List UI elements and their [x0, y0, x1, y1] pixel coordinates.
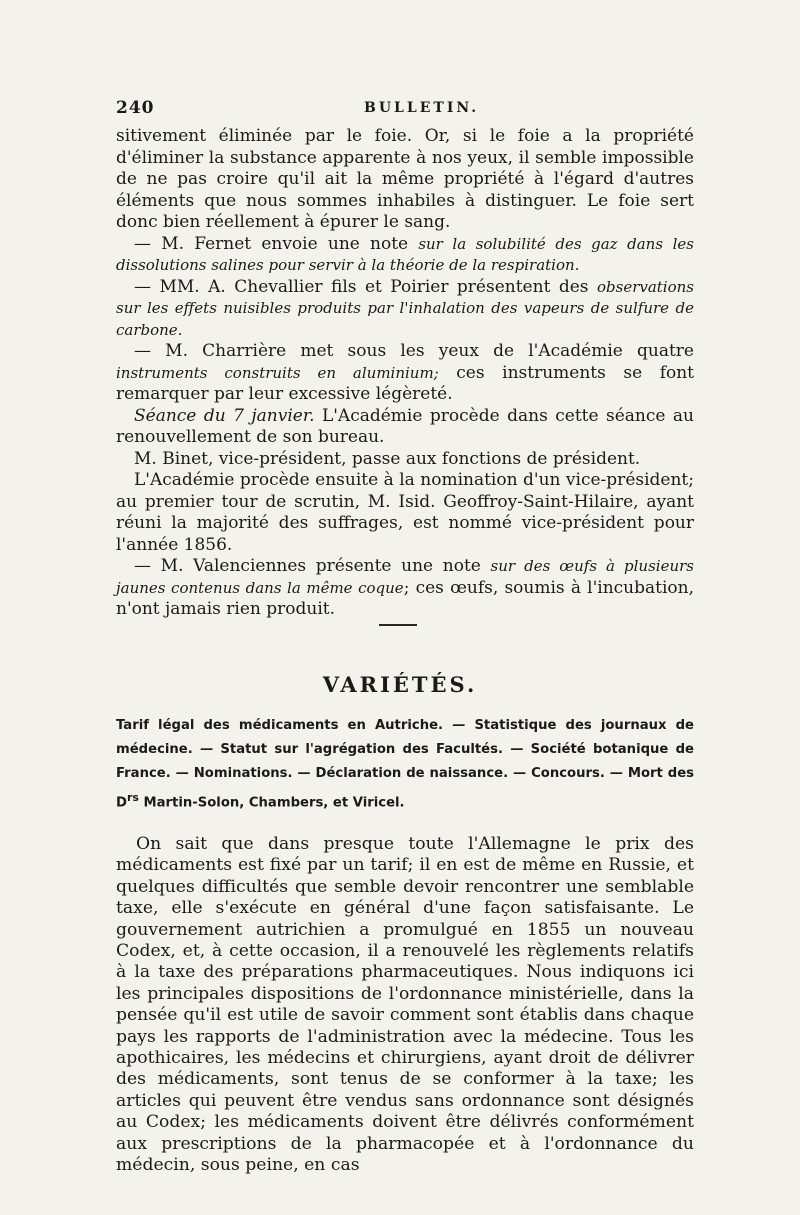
italic-title: sur la solubilité des gaz dans les dissolutions salines pour servir à la théorie de la respiration. — [116, 234, 694, 274]
section-title: VARIÉTÉS. — [322, 672, 478, 697]
paragraph: M. Binet, vice-président, passe aux fonctions de président. — [134, 448, 641, 469]
text-run: — M. Fernet envoie une note — [134, 233, 419, 254]
paragraph — [116, 341, 694, 406]
session-date: Séance du 7 janvier. — [134, 405, 315, 426]
paragraph: L'Académie procède ensuite à la nomination d'un vice-président; au premier tour de scrutin, M. Isid. Geoffroy-Saint-Hilaire, ayant réuni la majorité des suffrages, est nommé vice-président pour l'année 1856. — [116, 470, 694, 555]
bulletin-continuation — [116, 126, 694, 621]
italic-title: instruments construits en aluminium; — [116, 363, 439, 382]
section-summary — [116, 714, 694, 815]
paragraph — [116, 406, 694, 449]
paragraph — [116, 277, 694, 342]
superscript: rs — [126, 791, 139, 804]
summary-text — [116, 714, 694, 815]
page-header — [116, 98, 696, 122]
page-number: 240 — [116, 98, 155, 118]
text-run: Martin-Solon, Chambers, et Viricel. — [138, 795, 405, 811]
text-run: L'Académie procède dans cette séance au renouvellement de son bureau. — [116, 405, 694, 447]
text-run: — M. Charrière met sous les yeux de l'Académie quatre — [134, 341, 694, 361]
text-run: — M. Valenciennes présente une note — [134, 556, 491, 576]
text-run: — MM. A. Chevallier fils et Poirier présentent des — [134, 276, 597, 297]
varietes-article — [116, 834, 694, 1177]
paragraph — [116, 234, 694, 277]
text-run: ces instruments se font remarquer par leur excessive légèreté. — [116, 362, 695, 404]
paragraph — [116, 556, 694, 621]
paragraph: On sait que dans presque toute l'Allemagne le prix des médicaments est fixé par un tarif; il en est de même en Russie, et quelques difficultés que semble devoir rencontrer une semblable taxe, elle s'exécute en général d'une façon satisfaisante. Le gouvernement autrichien a promulgué en 1855 un nouveau Codex, et, à cette occasion, il a renouvelé les règlements relatifs à la taxe des préparations pharmaceutiques. Nous indiquons ici les principales dispositions de l'ordonnance ministérielle, dans la pensée qu'il est utile de savoir comment sont établis dans chaque pays les rapports de l'administration avec la médecine. Tous les apothicaires, les médecins et chirurgiens, ayant droit de délivrer des médicaments, sont tenus de se conformer à la taxe; les articles qui peuvent être vendus sans ordonnance sont désignés au Codex; les médicaments doivent être délivrés conformément aux prescriptions de la pharmacopée et à l'ordonnance du médecin, sous peine, en cas — [116, 834, 694, 1176]
section-divider — [379, 624, 417, 626]
paragraph: sitivement éliminée par le foie. Or, si le foie a la propriété d'éliminer la substance apparente à nos yeux, il semble impossible de ne pas croire qu'il ait la même propriété à l'égard d'autres éléments que nous sommes inhabiles à distinguer. Le foie sert donc bien réellement à épurer le sang. — [116, 126, 694, 232]
text-run: ; ces œufs, soumis à l'incubation, n'ont jamais rien produit. — [116, 577, 694, 619]
italic-title: observations sur les effets nuisibles produits par l'inhalation des vapeurs de sulfure de carbone. — [116, 277, 694, 339]
text-run: Tarif légal des médicaments en Autriche. — Statistique des journaux de médecine. — Statut sur l'agrégation des Facultés. — Société botanique de France. — Nominations. — Déclaration de naissance. — Concours. — Mort des D — [116, 718, 694, 811]
running-title: BULLETIN. — [364, 100, 480, 116]
italic-title: sur des œufs à plusieurs jaunes contenus dans la même coque — [116, 557, 694, 597]
